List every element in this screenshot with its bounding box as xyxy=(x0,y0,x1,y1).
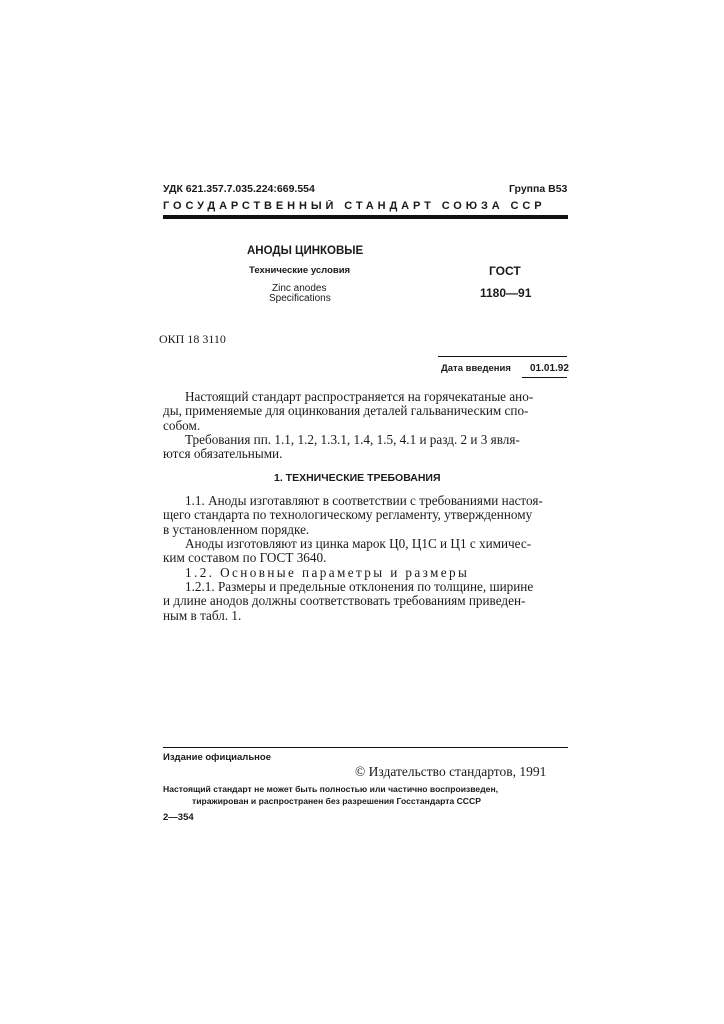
paragraph-zinc-grades: Аноды изготовляют из цинка марок Ц0, Ц1С и Ц1 с химичес- ким составом по ГОСТ 3640. xyxy=(163,536,532,566)
subtitle-en: Specifications xyxy=(269,293,331,304)
page-code: 2—354 xyxy=(163,812,194,823)
section-title: 1. ТЕХНИЧЕСКИЕ ТРЕБОВАНИЯ xyxy=(274,472,441,484)
date-value-underline xyxy=(522,377,567,378)
okp-code: ОКП 18 3110 xyxy=(159,332,226,346)
reproduction-notice-line-1: Настоящий стандарт не может быть полностью или частично воспроизведен, xyxy=(163,784,499,794)
paragraph-1-2-1: 1.2.1. Размеры и предельные отклонения по толщине, ширине и длине анодов должны соответствовать требованиям приведен- ным в табл. 1. xyxy=(163,579,534,623)
state-standard-banner: ГОСУДАРСТВЕННЫЙ СТАНДАРТ СОЮЗА ССР xyxy=(163,200,546,212)
gost-number: 1180—91 xyxy=(480,286,532,300)
official-edition: Издание официальное xyxy=(163,752,271,763)
group-code: Группа В53 xyxy=(509,183,568,195)
title-en: Zinc anodes xyxy=(272,283,327,294)
footer-rule xyxy=(163,747,568,748)
title-ru: АНОДЫ ЦИНКОВЫЕ xyxy=(247,245,364,257)
paragraph-1-2: 1.2. Основные параметры и размеры xyxy=(185,565,470,580)
reproduction-notice-line-2: тиражирован и распространен без разрешения Госстандарта СССР xyxy=(192,796,481,806)
subtitle-ru: Технические условия xyxy=(249,265,351,276)
paragraph-scope: Настоящий стандарт распространяется на горячекатаные ано- ды, применяемые для оцинкования деталей гальваническим спо- собом. xyxy=(163,389,534,433)
copyright: © Издательство стандартов, 1991 xyxy=(355,764,547,779)
paragraph-1-1: 1.1. Аноды изготавляют в соответствии с требованиями настоя- щего стандарта по технологическому регламенту, утвержденному в установленном порядке. xyxy=(163,493,543,537)
gost-label: ГОСТ xyxy=(489,264,521,278)
date-rule-top xyxy=(438,356,567,357)
paragraph-mandatory: Требования пп. 1.1, 1.2, 1.3.1, 1.4, 1.5, 4.1 и разд. 2 и 3 явля- ются обязательными. xyxy=(163,432,520,462)
header-rule xyxy=(163,215,568,219)
intro-date-label: Дата введения xyxy=(441,363,511,374)
intro-date-value: 01.01.92 xyxy=(530,363,569,374)
udc-code: УДК 621.357.7.035.224:669.554 xyxy=(163,183,315,195)
